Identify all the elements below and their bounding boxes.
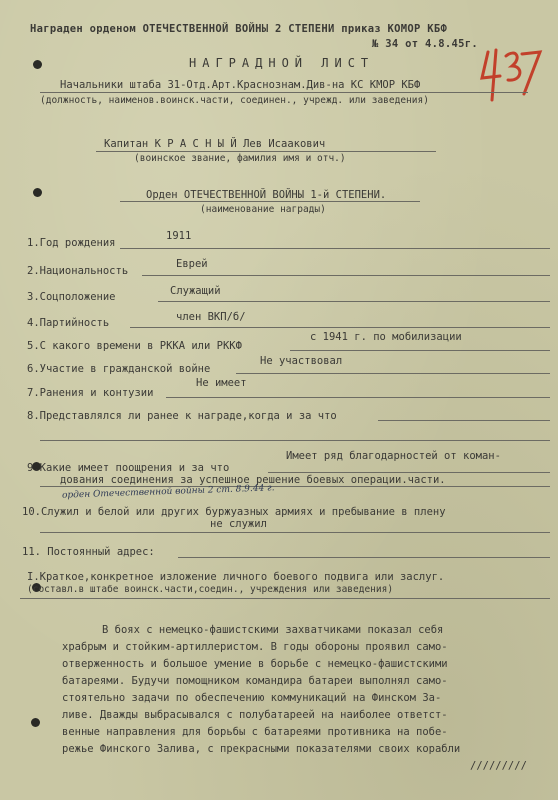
nationality-underline [142, 275, 550, 276]
position-value: Начальники штаба 31-Отд.Арт.Краснознам.Див-на КС КМОР КБФ [60, 79, 421, 91]
commendations-value-2: дования соединения за успешное решение боевых операции.части. [60, 474, 446, 486]
commendations-underline [268, 472, 550, 473]
award-caption: (наименование награды) [200, 204, 326, 215]
social-status-label: 3.Соцположение [27, 291, 116, 303]
feat-line-3: отверженность и большое умение в борьбе с немецко-фашистскими [62, 658, 448, 670]
nationality-value: Еврей [176, 258, 208, 270]
social-status-underline [158, 301, 550, 302]
feat-line-1: В боях с немецко-фашистскими захватчиками показал себя [102, 624, 444, 636]
wounds-underline [166, 397, 550, 398]
feat-line-4: батареями. Будучи помощником командира батареи выполнял само- [62, 675, 448, 687]
feat-tail-marks: ///////// [470, 760, 527, 772]
nationality-label: 2.Национальность [27, 265, 129, 277]
name-caption: (воинское звание, фамилия имя и отч.) [134, 153, 346, 164]
wounds-value: Не имеет [196, 377, 247, 389]
wounds-label: 7.Ранения и контузии [27, 387, 154, 399]
feat-section-heading: I.Краткое,конкретное изложение личного боевого подвига или заслуг. [27, 571, 445, 583]
social-status-value: Служащий [170, 285, 221, 297]
party-underline [130, 327, 550, 328]
name-value: Капитан К Р А С Н Ы Й Лев Исаакович [104, 138, 326, 150]
white-army-value: не служил [210, 518, 267, 530]
civil-war-label: 6.Участие в гражданской войне [27, 363, 211, 375]
position-underline [40, 92, 528, 93]
feat-line-2: храбрым и стойким-артиллеристом. В годы обороны проявил само- [62, 641, 448, 653]
civil-war-value: Не участвовал [260, 355, 343, 367]
white-army-label: 10.Служил и белой или других буржуазных армиях и пребывание в плену [22, 506, 446, 518]
service-since-label: 5.С какого времени в РККА или РККФ [27, 340, 242, 352]
punch-hole-upper [33, 188, 42, 197]
prior-award-underline [378, 420, 550, 421]
punch-hole-top [33, 60, 42, 69]
commendations-handwritten: орден Отечественной войны 2 ст. 8.9.44 г. [61, 483, 275, 501]
page-title: НАГРАДНОЙ ЛИСТ [189, 56, 375, 70]
feat-section-divider [20, 598, 550, 599]
service-since-value: с 1941 г. по мобилизации [310, 331, 462, 343]
birth-year-underline [120, 248, 550, 249]
name-underline [96, 151, 436, 152]
service-since-underline [290, 350, 550, 351]
commendations-label: 9.Какие имеет поощрения и за что [27, 462, 230, 474]
white-army-underline [40, 532, 550, 533]
award-underline [120, 201, 420, 202]
feat-line-8: режье Финского Залива, с прекрасными показателями своих корабли [62, 743, 461, 755]
feat-line-6: ливе. Дважды выбрасывался с полубатареей на наиболее ответст- [62, 709, 448, 721]
red-number-mark [478, 40, 548, 110]
award-value: Орден ОТЕЧЕСТВЕННОЙ ВОЙНЫ 1-й СТЕПЕНИ. [146, 189, 387, 201]
prior-award-label: 8.Представлялся ли ранее к награде,когда и за что [27, 410, 337, 422]
party-value: член ВКП/б/ [176, 311, 246, 323]
commendations-value-1: Имеет ряд благодарностей от коман- [286, 450, 501, 462]
award-order-note: Награден орденом ОТЕЧЕСТВЕННОЙ ВОЙНЫ 2 СТЕПЕНИ приказ КОМОР КБФ [30, 23, 448, 35]
address-underline [178, 557, 550, 558]
party-label: 4.Партийность [27, 317, 110, 329]
feat-line-7: венные направления для борьбы с батареями противника на побе- [62, 726, 448, 738]
civil-war-underline [236, 373, 550, 374]
birth-year-value: 1911 [166, 230, 192, 242]
birth-year-label: 1.Год рождения [27, 237, 116, 249]
punch-hole-bottom [31, 718, 40, 727]
feat-line-5: стоятельно задачи по обеспечению коммуникаций на Финском За- [62, 692, 442, 704]
address-label: 11. Постоянный адрес: [22, 546, 155, 558]
award-order-number: № 34 от 4.8.45г. [372, 38, 478, 50]
prior-award-underline-2 [40, 440, 550, 441]
position-caption: (должность, наименов.воинск.части, соединен., учрежд. или заведения) [40, 95, 429, 106]
feat-section-caption: (составл.в штабе воинск.части,соедин., учреждения или заведения) [27, 584, 394, 595]
